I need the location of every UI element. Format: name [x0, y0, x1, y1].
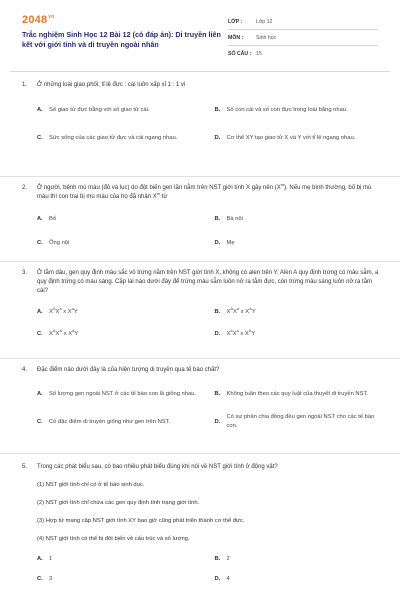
option-text: Có sự phân chia đồng đều gen ngoài NST cho các tế bào con. — [226, 414, 375, 429]
question-3 — [0, 262, 400, 359]
option-label: C. — [37, 134, 43, 141]
option-text: Ông nội — [49, 239, 70, 246]
question-text: Ở những loài giao phối, tỉ lệ đực : cái luôn xấp xỉ 1 : 1 vì — [37, 82, 186, 88]
option-label: C. — [37, 239, 43, 246]
option-label: C. — [37, 330, 43, 337]
option-label: A. — [37, 215, 43, 222]
option-text: Có đặc điểm di truyền giống như gen trên NST. — [49, 418, 171, 425]
question-number: 5. — [22, 464, 28, 470]
question-2 — [0, 177, 400, 262]
option-label: B. — [214, 106, 221, 113]
options — [22, 544, 382, 593]
option-b[interactable] — [215, 384, 383, 404]
option-text: $X^AX^a$ x $X^AY$ — [226, 305, 256, 315]
meta-subject-value[interactable]: Sinh học — [256, 34, 277, 41]
option-c[interactable] — [37, 324, 205, 344]
option-d[interactable] — [215, 412, 383, 432]
statement-4: (4) NST giới tính có thể bị đột biến về cấu trúc và số lượng. — [37, 536, 190, 542]
option-text: Số lượng gen ngoài NST ở các tế bào con là giống nhau. — [49, 390, 197, 397]
meta-count-value: 15 — [256, 50, 262, 57]
question-list — [0, 74, 400, 594]
question-stem — [22, 74, 382, 90]
option-text: Mẹ — [226, 239, 235, 246]
question-text: Ở tằm dâu, gen quy định màu sắc vỏ trứng nằm trên NST giới tính X, không có alen trên Y. Alen A quy định trứng có màu sẫm, a quy định trứng có màu sáng. Cặp lai nào dưới đây để trứng màu sẫm luôn nở ra tằm đực, còn trứng màu sáng luôn nở ra tằm cái? — [37, 270, 379, 294]
question-stem — [22, 262, 382, 296]
option-label: D. — [214, 330, 221, 337]
option-text: 3 — [49, 575, 53, 582]
option-a[interactable] — [37, 384, 205, 404]
option-text: Sức sống của các giao tử đực và cái ngang nhau. — [49, 134, 178, 141]
option-label: D. — [214, 134, 221, 141]
options — [22, 202, 382, 257]
option-text: $X^AX^a$ x $X^aY$ — [49, 305, 78, 315]
option-text: 4 — [226, 575, 230, 582]
option-text: $X^AX^A$ x $X^aY$ — [49, 327, 79, 337]
meta-table — [228, 14, 378, 61]
site-logo[interactable] — [22, 14, 55, 26]
option-text: Số con cái và số con đực trong loài bằng nhau. — [226, 106, 348, 113]
option-label: A. — [37, 106, 43, 113]
option-label: C. — [37, 418, 43, 425]
option-d[interactable] — [215, 324, 383, 344]
option-b[interactable] — [215, 209, 383, 229]
option-d[interactable] — [215, 128, 383, 148]
option-text: Số giao tử đực bằng với số giao tử cái. — [49, 106, 150, 113]
option-b[interactable] — [215, 302, 383, 322]
option-text: Bà nội — [226, 215, 243, 222]
option-label: B. — [214, 390, 221, 397]
question-stem — [22, 454, 382, 472]
option-text: Cơ thể XY tạo giao tử X và Y với tỉ lệ ngang nhau. — [226, 134, 356, 141]
options — [22, 90, 382, 152]
meta-class-label: LỚP : — [228, 18, 243, 25]
question-1 — [0, 74, 400, 177]
option-c[interactable] — [37, 128, 205, 148]
option-text: Bố — [49, 215, 57, 222]
meta-row-count — [228, 46, 378, 61]
meta-subject-label: MÔN : — [228, 34, 244, 41]
option-a[interactable] — [37, 549, 205, 569]
option-label: B. — [214, 215, 221, 222]
option-b[interactable] — [215, 100, 383, 120]
option-label: B. — [214, 555, 221, 562]
options — [22, 296, 382, 348]
question-4 — [0, 359, 400, 454]
question-number: 4. — [22, 367, 28, 373]
page-title: Trắc nghiệm Sinh Học 12 Bài 12 (có đáp án): Di truyền liên kết với giới tính và di truyền ngoài nhân — [22, 30, 221, 49]
logo-suffix: vn — [48, 14, 55, 21]
meta-row-subject — [228, 30, 378, 46]
option-b[interactable] — [215, 549, 383, 569]
options — [22, 375, 382, 436]
question-text: Đặc điểm nào dưới đây là của hiện tượng di truyền qua tế bào chất? — [37, 367, 220, 373]
option-label: C. — [37, 575, 43, 582]
meta-row-class — [228, 14, 378, 30]
option-label: A. — [37, 555, 43, 562]
option-c[interactable] — [37, 412, 205, 432]
option-label: D. — [214, 239, 221, 246]
option-label: D. — [214, 575, 221, 582]
statement-2: (2) NST giới tính chỉ chứa các gen quy định tính trạng giới tính. — [37, 500, 200, 506]
meta-count-label: SỐ CÂU : — [228, 50, 252, 57]
question-5 — [0, 454, 400, 594]
option-d[interactable] — [215, 569, 383, 589]
option-label: B. — [214, 308, 221, 315]
meta-class-value[interactable]: Lớp 12 — [256, 18, 273, 25]
question-text: Ở người, bệnh mù màu (đỏ và lục) do đột biến gen lặn nằm trên NST giới tính X gây nên $(X^m)$. Nếu mẹ bình thường, bố bị mù màu thì con trai bị mù màu của họ đã nhận $X^m$ từ — [37, 182, 372, 200]
option-a[interactable] — [37, 209, 205, 229]
question-number: 1. — [22, 82, 28, 88]
option-a[interactable] — [37, 100, 205, 120]
option-label: D. — [214, 418, 221, 425]
question-number: 2. — [22, 185, 28, 191]
option-d[interactable] — [215, 233, 383, 253]
option-text: 2 — [226, 555, 230, 562]
option-a[interactable] — [37, 302, 205, 322]
option-text: 1 — [49, 555, 53, 562]
question-number: 3. — [22, 270, 28, 276]
question-stem — [22, 177, 382, 202]
option-c[interactable] — [37, 569, 205, 589]
logo-text: 2048 — [22, 14, 48, 26]
option-label: A. — [37, 308, 43, 315]
question-stem — [22, 359, 382, 375]
option-text: $X^aX^a$ x $X^AY$ — [226, 327, 256, 337]
option-text: Không tuân theo các quy luật của thuyết di truyền NST. — [226, 390, 368, 397]
statement-1: (1) NST giới tính chỉ có ở tế bào sinh dục. — [37, 482, 145, 488]
option-label: A. — [37, 390, 43, 397]
header-divider — [10, 71, 390, 72]
question-text: Trong các phát biểu sau, có bao nhiêu phát biểu đúng khi nói về NST giới tính ở động vật? — [37, 464, 278, 470]
statement-3: (3) Hợp tử mang cặp NST giới tính XY bao giờ cũng phát triển thành cơ thể đực. — [37, 518, 245, 524]
option-c[interactable] — [37, 233, 205, 253]
